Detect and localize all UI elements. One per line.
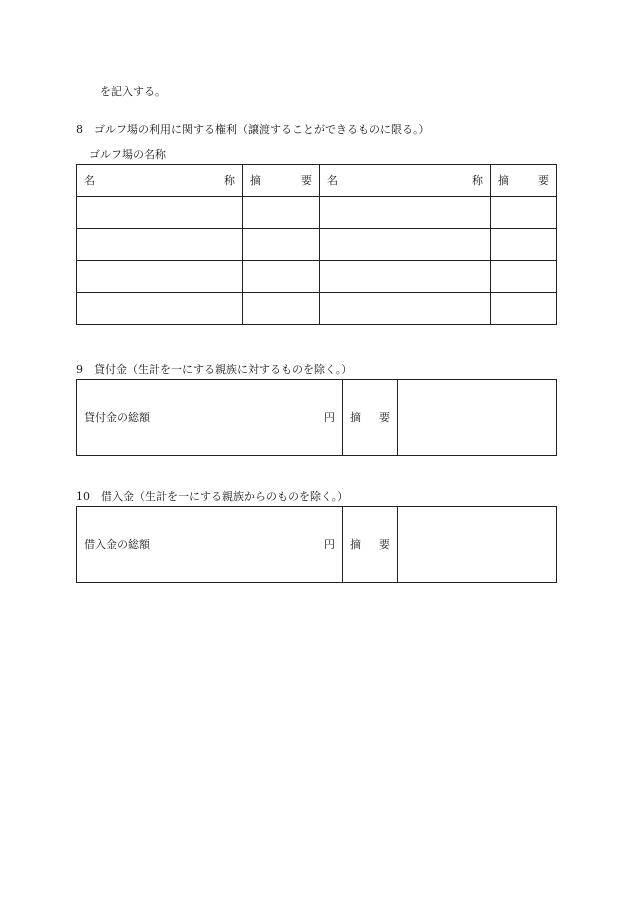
golf-name-cell[interactable] (320, 229, 491, 261)
memo-cell[interactable] (491, 197, 557, 229)
header-memo-right: 要 (538, 174, 549, 187)
intro-line: を記入する。 (100, 85, 166, 98)
golf-name-cell[interactable] (320, 197, 491, 229)
loans-receivable-row (77, 380, 557, 456)
golf-name-cell[interactable] (320, 261, 491, 293)
borrowings-total-cell[interactable] (77, 507, 343, 583)
memo-cell[interactable] (243, 261, 320, 293)
section-10-title: 10 借入金（生計を一にする親族からのものを除く。） (76, 490, 349, 503)
table-row (77, 261, 557, 293)
loans-receivable-memo-label-cell (343, 380, 398, 456)
borrowings-row (77, 507, 557, 583)
section-9-title: 9 貸付金（生計を一にする親族に対するものを除く。） (76, 363, 353, 376)
memo-cell[interactable] (243, 293, 320, 325)
header-name-1 (77, 165, 243, 197)
section-8-subtitle: ゴルフ場の名称 (89, 148, 166, 161)
header-memo-left: 摘 (250, 174, 261, 187)
header-memo-2 (491, 165, 557, 197)
golf-rights-table (76, 164, 557, 325)
table-row (77, 197, 557, 229)
section-8-title: 8 ゴルフ場の利用に関する権利（譲渡することができるものに限る。） (76, 123, 430, 136)
borrowings-memo-label-cell (343, 507, 398, 583)
memo-cell[interactable] (491, 229, 557, 261)
memo-cell[interactable] (243, 229, 320, 261)
golf-name-cell[interactable] (77, 197, 243, 229)
memo-label-left: 摘 (350, 538, 361, 551)
header-name-2 (320, 165, 491, 197)
memo-label-right: 要 (379, 538, 390, 551)
table-row (77, 293, 557, 325)
memo-label-right: 要 (379, 411, 390, 424)
golf-name-cell[interactable] (77, 261, 243, 293)
memo-cell[interactable] (491, 261, 557, 293)
borrowings-memo-value[interactable] (398, 507, 557, 583)
memo-label-left: 摘 (350, 411, 361, 424)
loans-receivable-total-label: 貸付金の総額 (84, 411, 150, 424)
yen-unit: 円 (324, 538, 335, 551)
header-name-left: 名 (84, 174, 95, 187)
borrowings-table (76, 506, 557, 583)
loans-receivable-total-cell[interactable] (77, 380, 343, 456)
golf-name-cell[interactable] (77, 293, 243, 325)
header-memo-right: 要 (301, 174, 312, 187)
golf-name-cell[interactable] (77, 229, 243, 261)
loans-receivable-memo-value[interactable] (398, 380, 557, 456)
header-memo-1 (243, 165, 320, 197)
header-name-right: 称 (472, 174, 483, 187)
table-row (77, 229, 557, 261)
table-header-row (77, 165, 557, 197)
golf-name-cell[interactable] (320, 293, 491, 325)
header-memo-left: 摘 (498, 174, 509, 187)
memo-cell[interactable] (243, 197, 320, 229)
yen-unit: 円 (324, 411, 335, 424)
header-name-left: 名 (327, 174, 338, 187)
header-name-right: 称 (224, 174, 235, 187)
memo-cell[interactable] (491, 293, 557, 325)
borrowings-total-label: 借入金の総額 (84, 538, 150, 551)
loans-receivable-table (76, 379, 557, 456)
